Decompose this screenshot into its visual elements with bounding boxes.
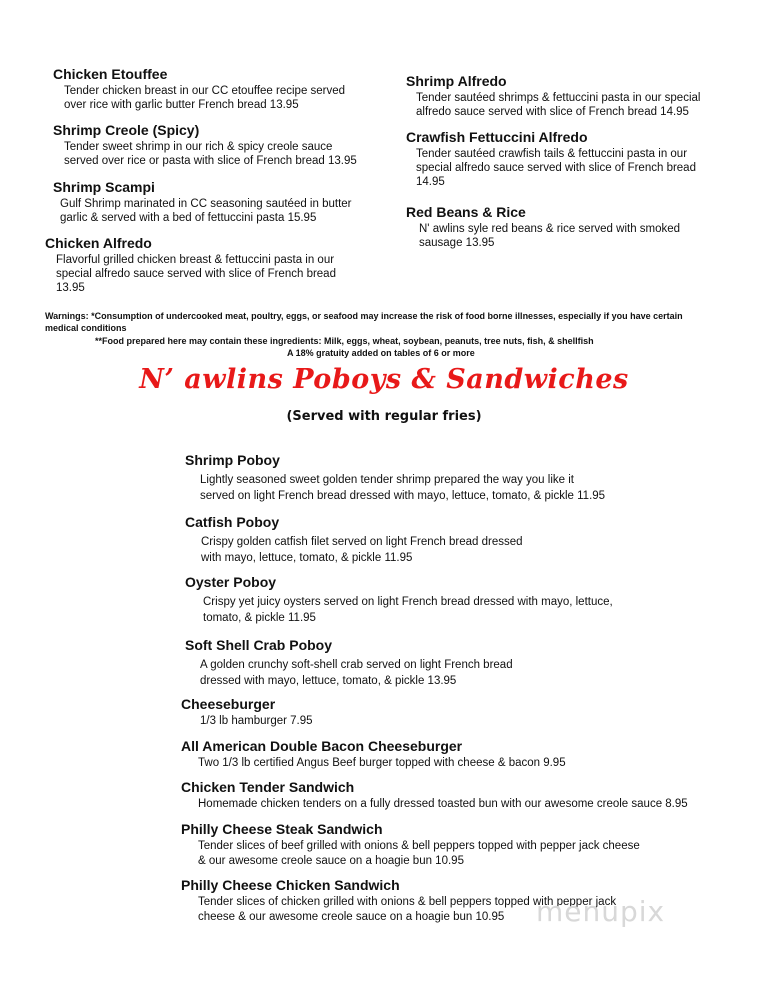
item-name: Shrimp Scampi [53, 179, 155, 195]
menu-item-chicken-tender-sandwich [181, 779, 688, 811]
item-description: Crispy golden catfish filet served on light French bread dressed with mayo, lettuce, tomato, & pickle 11.95 [201, 536, 523, 564]
item-name: Red Beans & Rice [406, 204, 526, 220]
menu-item-shrimp-alfredo [406, 73, 700, 119]
item-description: Tender slices of chicken grilled with onions & bell peppers topped with pepper jack cheese & our awesome creole sauce on a hoagie bun 10.95 [198, 896, 617, 923]
menu-item-red-beans-rice [406, 204, 680, 250]
menu-item-shrimp-creole [53, 122, 357, 168]
menu-item-double-bacon-cheeseburger [181, 738, 566, 770]
item-name: Philly Cheese Steak Sandwich [181, 821, 383, 837]
item-description: A golden crunchy soft-shell crab served on light French bread dressed with mayo, lettuce, tomato, & pickle 13.95 [200, 659, 513, 687]
item-name: Chicken Etouffee [53, 66, 168, 82]
item-name: Shrimp Poboy [185, 452, 280, 468]
item-description: Flavorful grilled chicken breast & fettuccini pasta in our special alfredo sauce served with slice of French bread 13.95 [56, 254, 336, 294]
menu-item-philly-cheese-steak [181, 821, 640, 869]
item-name: Chicken Tender Sandwich [181, 779, 355, 795]
warning-consumption: Warnings: *Consumption of undercooked meat, poultry, eggs, or seafood may increase the risk of food borne illnesses, especially if you have certain medical conditions [45, 311, 683, 333]
menu-item-shrimp-scampi [53, 179, 352, 225]
item-description: 1/3 lb hamburger 7.95 [200, 715, 313, 727]
menupix-watermark: menupix [536, 895, 666, 928]
warning-ingredients: **Food prepared here may contain these ingredients: Milk, eggs, wheat, soybean, peanuts, tree nuts, fish, & shellfish [95, 336, 594, 346]
item-name: Crawfish Fettuccini Alfredo [406, 129, 588, 145]
item-name: Oyster Poboy [185, 574, 277, 590]
section-title: N’ awlins Poboys & Sandwiches [139, 364, 629, 395]
item-name: Chicken Alfredo [45, 235, 152, 251]
item-description: Tender sweet shrimp in our rich & spicy creole sauce served over rice or pasta with slice of French bread 13.95 [64, 141, 357, 167]
item-description: Two 1/3 lb certified Angus Beef burger topped with cheese & bacon 9.95 [198, 757, 566, 769]
item-name: Soft Shell Crab Poboy [185, 637, 333, 653]
menu-item-catfish-poboy [185, 514, 523, 566]
item-description: Crispy yet juicy oysters served on light French bread dressed with mayo, lettuce, tomato, & pickle 11.95 [203, 596, 613, 624]
menu-item-crawfish-fettuccini-alfredo [406, 129, 696, 189]
item-description: N' awlins syle red beans & rice served with smoked sausage 13.95 [419, 223, 681, 249]
menu-item-chicken-alfredo [45, 235, 336, 295]
item-description: Gulf Shrimp marinated in CC seasoning sautéed in butter garlic & served with a bed of fettuccini pasta 15.95 [60, 198, 352, 224]
item-description: Tender sautéed shrimps & fettuccini pasta in our special alfredo sauce served with slice of French bread 14.95 [416, 92, 701, 118]
menu-item-cheeseburger [181, 696, 313, 728]
item-name: Catfish Poboy [185, 514, 280, 530]
item-name: Shrimp Alfredo [406, 73, 507, 89]
menu-item-oyster-poboy [185, 574, 613, 626]
section-subtitle: (Served with regular fries) [286, 409, 482, 424]
item-description: Tender slices of beef grilled with onions & bell peppers topped with pepper jack cheese & our awesome creole sauce on a hoagie bun 10.95 [198, 840, 640, 867]
item-description: Tender chicken breast in our CC etouffee recipe served over rice with garlic butter French bread 13.95 [64, 85, 346, 111]
gratuity-note: A 18% gratuity added on tables of 6 or more [287, 348, 475, 358]
menu-item-shrimp-poboy [185, 452, 605, 504]
item-name: Cheeseburger [181, 696, 276, 712]
item-description: Homemade chicken tenders on a fully dressed toasted bun with our awesome creole sauce 8.95 [198, 798, 688, 810]
menu-item-soft-shell-crab-poboy [185, 637, 513, 689]
menu-item-chicken-etouffee [53, 66, 345, 112]
item-name: Philly Cheese Chicken Sandwich [181, 877, 400, 893]
item-description: Lightly seasoned sweet golden tender shrimp prepared the way you like it served on light French bread dressed with mayo, lettuce, tomato, & pickle 11.95 [200, 474, 606, 502]
item-name: Shrimp Creole (Spicy) [53, 122, 200, 138]
item-description: Tender sautéed crawfish tails & fettuccini pasta in our special alfredo sauce served with slice of French bread 14.95 [416, 148, 696, 188]
item-name: All American Double Bacon Cheeseburger [181, 738, 463, 754]
